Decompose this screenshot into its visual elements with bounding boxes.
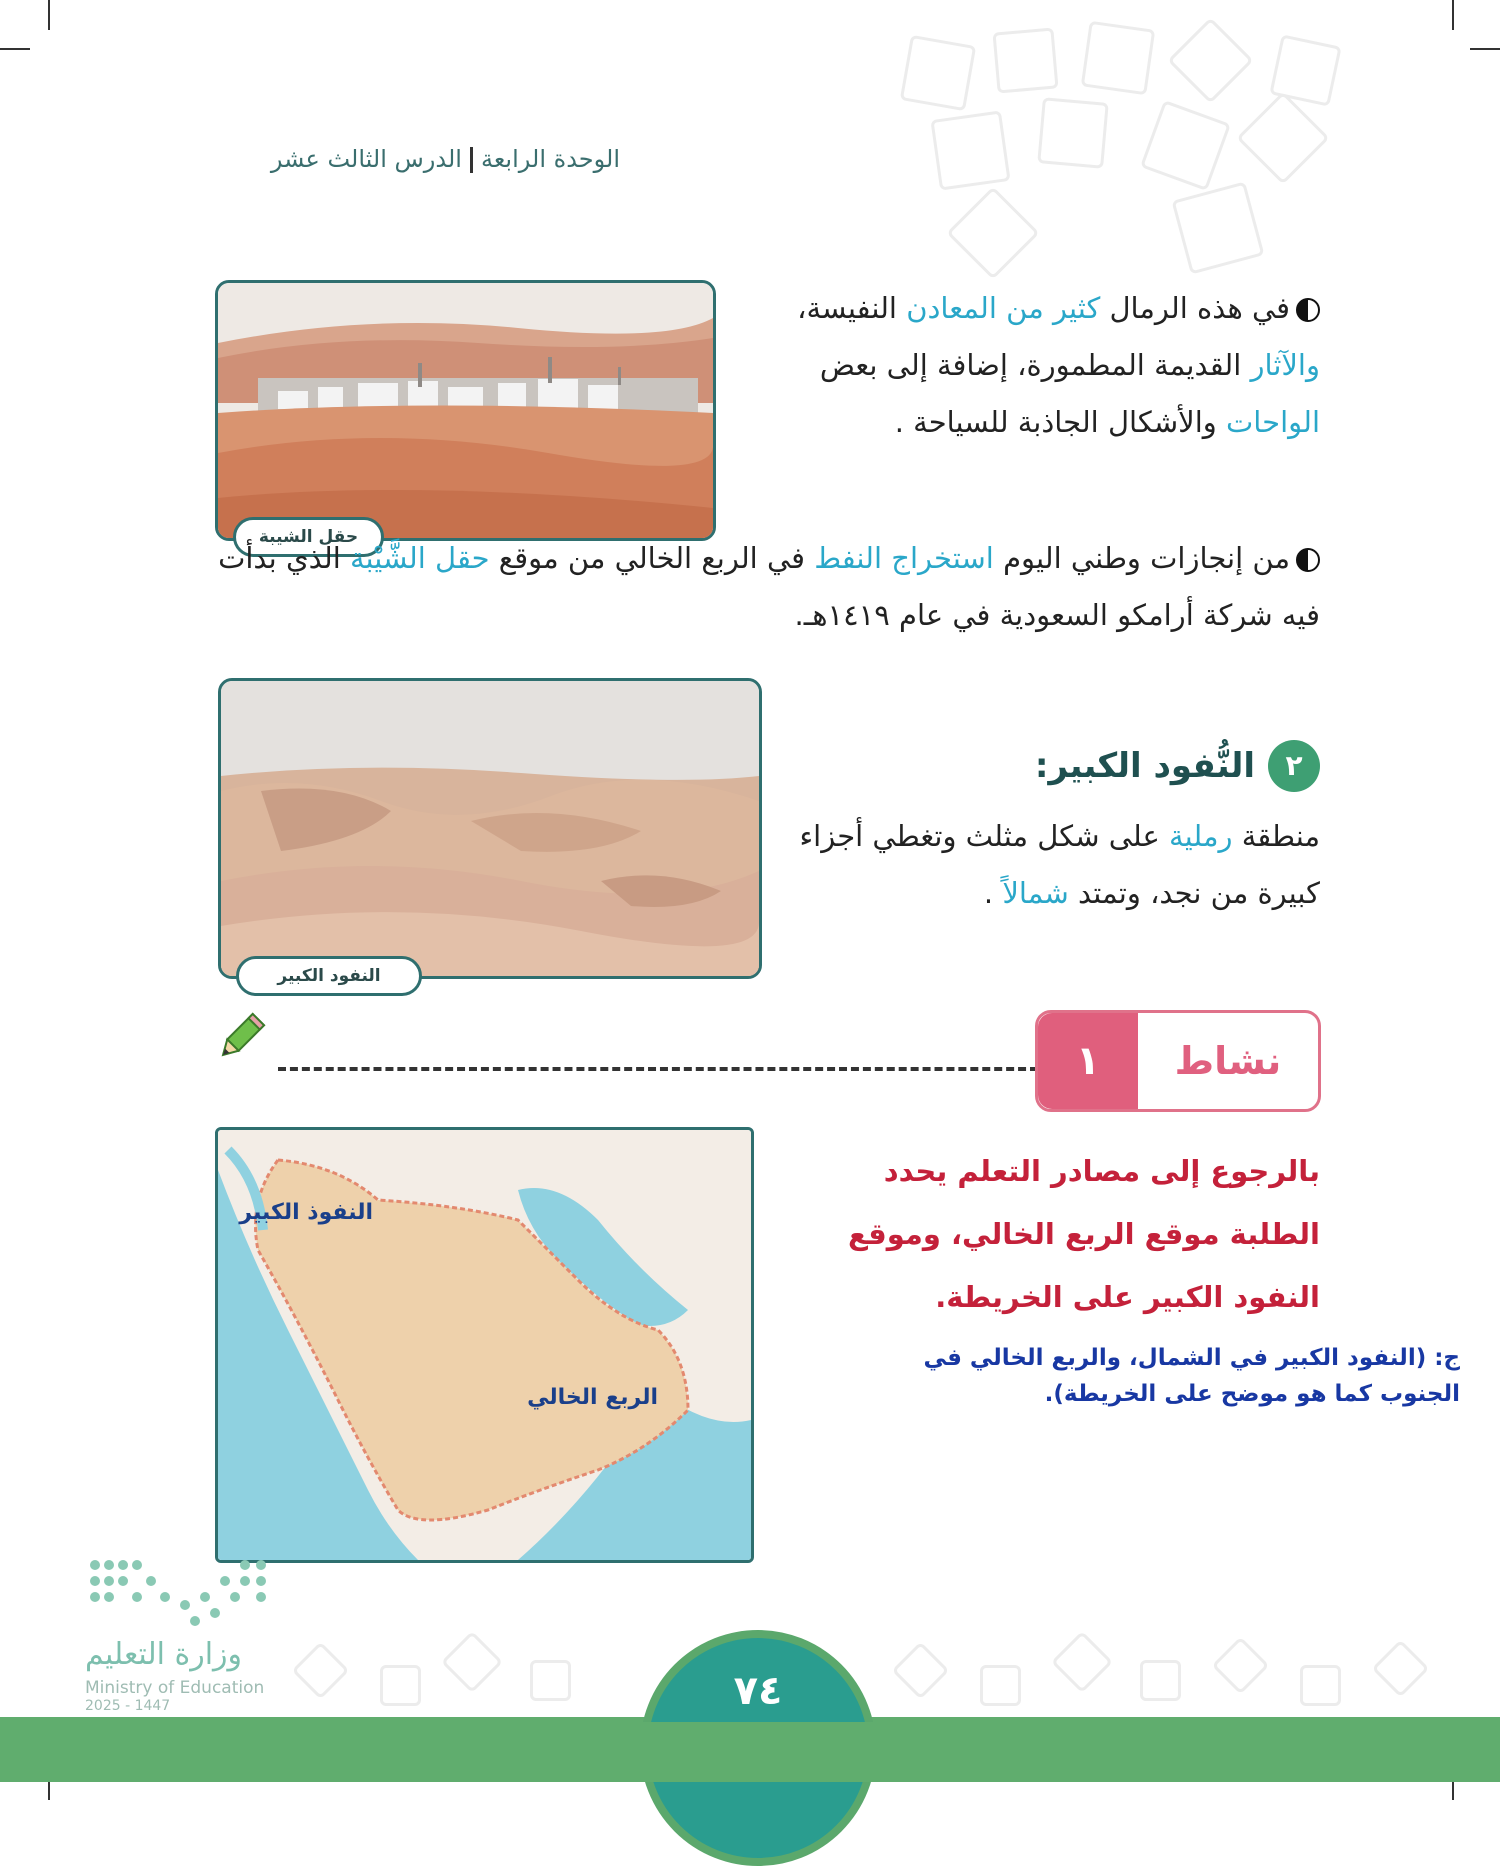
- page-number: ٧٤: [733, 1668, 783, 1714]
- unit-title: الوحدة الرابعة: [480, 145, 620, 173]
- map-label-empty-quarter: الربع الخالي: [527, 1385, 658, 1410]
- crop-mark: [1452, 0, 1454, 30]
- text-segment: من إنجازات وطني اليوم: [993, 541, 1290, 575]
- sand-dunes-illustration: [221, 681, 759, 976]
- text-segment: .: [983, 876, 1003, 910]
- activity-answer-text: ج: (النفود الكبير في الشمال، والربع الخالي في الجنوب كما هو موضح على الخريطة).: [923, 1345, 1460, 1407]
- shaybah-field-photo: [215, 280, 716, 541]
- photo-caption-nafud: النفود الكبير: [236, 956, 422, 996]
- text-segment: منطقة: [1232, 819, 1320, 853]
- highlight-north: شمالاً: [1002, 876, 1069, 910]
- crop-mark: [0, 48, 30, 50]
- text-segment: على شكل مثلث وتغطي أجزاء كبيرة من نجد، وتمتد: [799, 819, 1320, 910]
- dashed-divider: [278, 1067, 1038, 1071]
- paragraph-minerals: [745, 280, 1320, 451]
- activity-label: نشاط: [1174, 1039, 1282, 1083]
- section-title-great-nafud: النُّفود الكبير:: [1034, 746, 1255, 786]
- ministry-logo-dots: [85, 1555, 275, 1635]
- highlight-oases: الواحات: [1226, 405, 1320, 439]
- text-segment: والأشكال الجاذبة للسياحة .: [894, 405, 1226, 439]
- text-segment: في هذه الرمال: [1100, 291, 1290, 325]
- paragraph-nafud: [790, 808, 1320, 922]
- crop-mark: [1470, 48, 1500, 50]
- crop-mark: [48, 0, 50, 30]
- pencil-icon: [212, 1010, 268, 1066]
- ministry-name-english: Ministry of Education: [85, 1678, 265, 1698]
- highlight-shaybah: حقل الشَّيْبة: [349, 541, 490, 575]
- activity-task-text: بالرجوع إلى مصادر التعلم يحدد الطلبة موقع الربع الخالي، وموقع النفود الكبير على الخريطة.: [847, 1154, 1320, 1314]
- text-segment: القديمة المطمورة، إضافة إلى بعض: [819, 348, 1251, 382]
- highlight-antiquities: والآثار: [1250, 348, 1320, 382]
- great-nafud-photo: [218, 678, 762, 979]
- lesson-title: الدرس الثالث عشر: [270, 145, 462, 173]
- ministry-name-arabic: وزارة التعليم: [85, 1637, 243, 1672]
- section-number-badge: ٢: [1268, 740, 1320, 792]
- text-segment: النفيسة،: [797, 291, 907, 325]
- bullet-icon: [1296, 298, 1320, 322]
- activity-box: [1035, 1010, 1321, 1112]
- text-segment: في الربع الخالي من موقع: [489, 541, 815, 575]
- desert-oilfield-illustration: [218, 283, 713, 538]
- header-divider: [470, 147, 473, 173]
- ministry-year: 2025 - 1447: [85, 1698, 171, 1714]
- saudi-arabia-map: [215, 1127, 754, 1563]
- footer-band-overlay: [0, 1722, 1500, 1782]
- lesson-header: [220, 145, 620, 173]
- photo-caption-shaybah: حقل الشيبة: [233, 517, 384, 557]
- arabian-peninsula-map: [218, 1130, 751, 1560]
- paragraph-oil: [215, 530, 1320, 644]
- highlight-oil-extraction: استخراج النفط: [814, 541, 994, 575]
- highlight-sandy: رملية: [1169, 819, 1233, 853]
- text-segment: الذي بدأت فيه شركة أرامكو السعودية في عام ١٤١٩هـ.: [218, 541, 1320, 632]
- highlight-minerals: كثير من المعادن: [906, 291, 1101, 325]
- bullet-icon: [1296, 548, 1320, 572]
- activity-number: ١: [1038, 1013, 1138, 1109]
- map-label-great-nafud: النفوذ الكبير: [239, 1200, 373, 1225]
